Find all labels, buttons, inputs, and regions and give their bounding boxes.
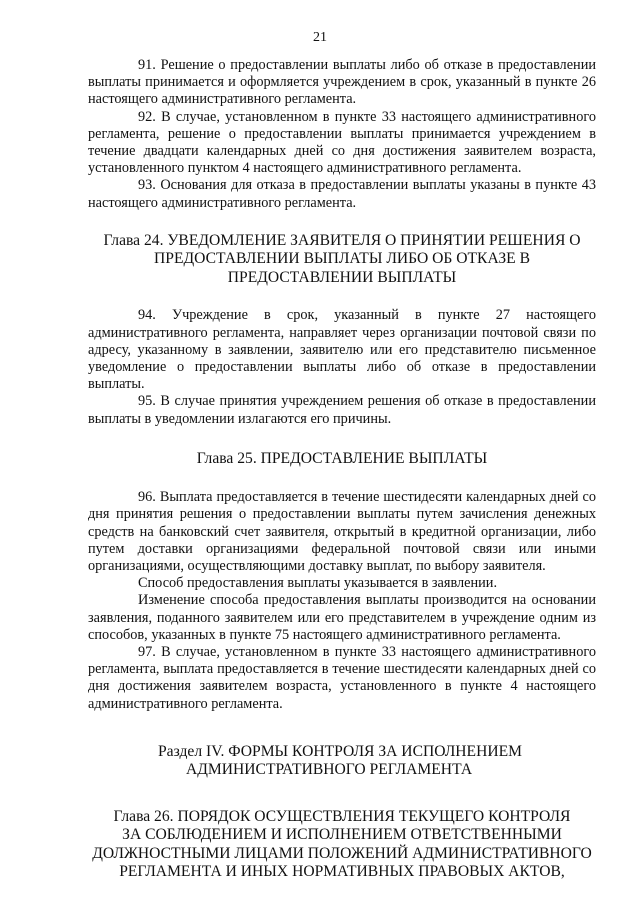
paragraph-95: 95. В случае принятия учреждением решения об отказе в предоставлении выплаты в уведомлении излагаются его причины. xyxy=(88,393,596,427)
chapter-26-heading-line: Глава 26. ПОРЯДОК ОСУЩЕСТВЛЕНИЯ ТЕКУЩЕГО КОНТРОЛЯ xyxy=(113,807,571,825)
paragraph-97: 97. В случае, установленном в пункте 33 настоящего административного регламента, выплата предоставляется в течение шестидесяти календарных дней со дня достижения заявителем возраста, установленного в пункте 4 настоящего административного регламента. xyxy=(88,644,596,712)
chapter-26-heading xyxy=(88,808,596,882)
paragraph-method-change: Изменение способа предоставления выплаты производится на основании заявления, поданного заявителем или его представителем в учреждение одним из способов, указанных в пункте 75 настоящего административного регламента. xyxy=(88,592,596,643)
paragraph-91: 91. Решение о предоставлении выплаты либо об отказе в предоставлении выплаты принимается и оформляется учреждением в срок, указанный в пункте 26 настоящего административного регламента. xyxy=(88,57,596,108)
section-4-heading-line: Раздел IV. ФОРМЫ КОНТРОЛЯ ЗА ИСПОЛНЕНИЕМ xyxy=(158,742,522,760)
chapter-26-heading-line: ЗА СОБЛЮДЕНИЕМ И ИСПОЛНЕНИЕМ ОТВЕТСТВЕННЫМИ xyxy=(122,826,562,844)
chapter-24-heading: Глава 24. УВЕДОМЛЕНИЕ ЗАЯВИТЕЛЯ О ПРИНЯТИИ РЕШЕНИЯ О ПРЕДОСТАВЛЕНИИ ВЫПЛАТЫ ЛИБО ОБ ОТКАЗЕ В ПРЕДОСТАВЛЕНИИ ВЫПЛАТЫ xyxy=(103,231,581,286)
document-body xyxy=(88,57,596,882)
chapter-26-heading-line: ДОЛЖНОСТНЫМИ ЛИЦАМИ ПОЛОЖЕНИЙ АДМИНИСТРАТИВНОГО xyxy=(92,844,592,862)
chapter-25-heading: Глава 25. ПРЕДОСТАВЛЕНИЕ ВЫПЛАТЫ xyxy=(196,449,488,467)
paragraph-payment-method: Способ предоставления выплаты указывается в заявлении. xyxy=(138,575,498,592)
paragraph-92: 92. В случае, установленном в пункте 33 настоящего административного регламента, решение о предоставлении выплаты принимается учреждением в течение двадцати календарных дней со дня достижения заявителем возраста, установленного пунктом 4 настоящего административного регламента. xyxy=(88,108,596,177)
section-4-heading xyxy=(88,743,596,780)
section-4-heading-line: АДМИНИСТРАТИВНОГО РЕГЛАМЕНТА xyxy=(186,761,473,779)
chapter-26-heading-line: РЕГЛАМЕНТА И ИНЫХ НОРМАТИВНЫХ ПРАВОВЫХ АКТОВ, xyxy=(119,863,565,881)
paragraph-93: 93. Основания для отказа в предоставлении выплаты указаны в пункте 43 настоящего административного регламента. xyxy=(88,177,596,211)
paragraph-94: 94. Учреждение в срок, указанный в пункте 27 настоящего административного регламента, направляет через организации почтовой связи по адресу, указанному в заявлении, заявителю или его представителю письменное уведомление о предоставлении выплаты либо об отказе в предоставлении выплаты. xyxy=(88,307,596,393)
page-number: 21 xyxy=(313,30,327,45)
paragraph-96: 96. Выплата предоставляется в течение шестидесяти календарных дней со дня принятия решения о предоставлении выплаты путем зачисления денежных средств на банковский счет заявителя, открытый в кредитной организации, либо путем доставки организациями федеральной почтовой связи или иными организациями, осуществляющими доставку выплат, по выбору заявителя. xyxy=(88,489,596,575)
